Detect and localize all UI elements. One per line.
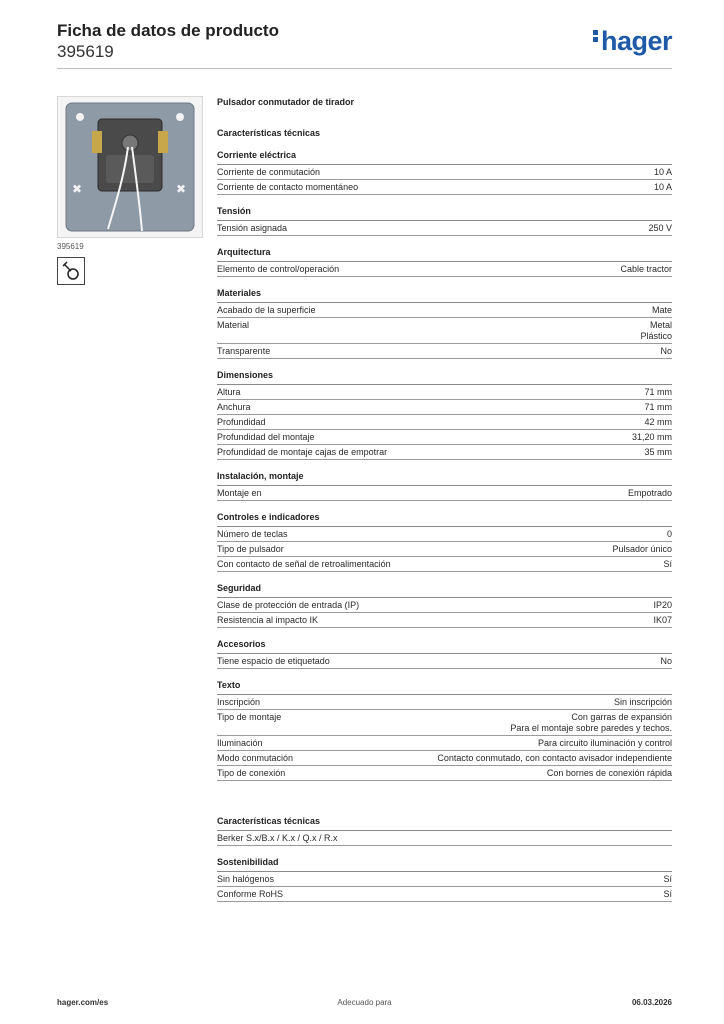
spec-group: [217, 639, 672, 669]
spec-row: [217, 344, 672, 359]
spec-label: Con contacto de señal de retroalimentación: [217, 559, 391, 569]
spec-value: [628, 488, 672, 499]
spec-value-line: Metal: [649, 320, 672, 330]
spec-row: [217, 613, 672, 628]
spec-value-line: Con garras de expansión: [571, 712, 672, 722]
footer-center: Adecuado para: [337, 998, 392, 1007]
spec-label: Inscripción: [217, 697, 261, 707]
spec-group: [217, 471, 672, 501]
spec-value: [510, 712, 672, 734]
spec-label: Montaje en: [217, 488, 262, 498]
spec-row: [217, 318, 672, 344]
spec-value: [653, 615, 672, 626]
spec-groups-secondary: [217, 816, 672, 902]
spec-value-line: 10 A: [653, 182, 672, 192]
spec-label: Iluminación: [217, 738, 263, 748]
spec-group: [217, 370, 672, 460]
spec-sheet: [217, 96, 672, 902]
spec-value: [612, 544, 672, 555]
spec-row: [217, 542, 672, 557]
spec-value-line: Cable tractor: [620, 264, 672, 274]
spec-row: [217, 654, 672, 669]
spec-row: [217, 598, 672, 613]
photo-caption: 395619: [57, 242, 84, 251]
spec-row: [217, 165, 672, 180]
spec-label: Elemento de control/operación: [217, 264, 340, 274]
spec-value: [640, 320, 672, 342]
spec-value-line: 35 mm: [644, 447, 672, 457]
spec-label: Corriente de conmutación: [217, 167, 321, 177]
spec-value: [663, 889, 672, 900]
spec-group-title: Seguridad: [217, 583, 672, 598]
spec-row: [217, 262, 672, 277]
spec-group-title: Accesorios: [217, 639, 672, 654]
spec-value-line: Sí: [663, 874, 672, 884]
spec-value: [663, 559, 672, 570]
spec-group-title: Características técnicas: [217, 816, 672, 831]
spec-value: [660, 346, 672, 357]
spec-group: [217, 512, 672, 572]
spec-value-line: Mate: [651, 305, 672, 315]
spec-row: [217, 557, 672, 572]
spec-row: [217, 180, 672, 195]
spec-value-line: 42 mm: [644, 417, 672, 427]
pull-cord-icon: [57, 257, 85, 285]
svg-text:✖: ✖: [72, 182, 83, 196]
spec-label: Tipo de montaje: [217, 712, 282, 722]
spec-value: [648, 223, 672, 234]
spec-row: [217, 887, 672, 902]
spec-value: [654, 182, 672, 193]
spec-row: [217, 751, 672, 766]
product-image-column: [57, 96, 203, 285]
spec-label: Profundidad: [217, 417, 266, 427]
spec-value: [632, 432, 672, 443]
spec-value-line: Empotrado: [627, 488, 672, 498]
spec-row: [217, 766, 672, 781]
spec-row: [217, 221, 672, 236]
spec-group-title: Materiales: [217, 288, 672, 303]
spec-value-line: Sí: [663, 889, 672, 899]
header-divider: [57, 68, 672, 69]
spec-value-line: Sí: [663, 559, 672, 569]
page-header: [57, 20, 672, 70]
spec-row: [217, 527, 672, 542]
product-code: 395619: [57, 42, 114, 61]
spec-row: [217, 430, 672, 445]
logo-text: hager: [600, 26, 672, 56]
spec-group-title: Sostenibilidad: [217, 857, 672, 872]
spec-group: [217, 583, 672, 628]
spec-group-title: Corriente eléctrica: [217, 150, 672, 165]
spec-value: [547, 768, 672, 779]
spec-row: [217, 385, 672, 400]
spec-value-line: 71 mm: [644, 387, 672, 397]
spec-group-title: Dimensiones: [217, 370, 672, 385]
spec-value-line: 10 A: [653, 167, 672, 177]
spec-label: Profundidad del montaje: [217, 432, 315, 442]
spec-group: [217, 247, 672, 277]
spec-value: [644, 447, 672, 458]
spec-value: [644, 387, 672, 398]
spec-value-line: 71 mm: [644, 402, 672, 412]
spec-label: Transparente: [217, 346, 271, 356]
spec-value-line: Contacto conmutado, con contacto avisador independiente: [437, 753, 672, 763]
spec-value-line: Para el montaje sobre paredes y techos.: [510, 723, 672, 733]
spec-value: [663, 874, 672, 885]
spec-label: Acabado de la superficie: [217, 305, 316, 315]
spec-value-line: Sin inscripción: [613, 697, 672, 707]
spec-group-title: Tensión: [217, 206, 672, 221]
spec-value-line: IK07: [653, 615, 672, 625]
spec-row: [217, 486, 672, 501]
spec-group: [217, 680, 672, 781]
spec-row: [217, 872, 672, 887]
spec-value-line: No: [660, 346, 672, 356]
product-name: Pulsador conmutador de tirador: [217, 97, 355, 107]
spec-label: Modo conmutación: [217, 753, 294, 763]
spec-group-title: Instalación, montaje: [217, 471, 672, 486]
spec-label: Berker S.x/B.x / K.x / Q.x / R.x: [217, 833, 338, 843]
spec-label: Tensión asignada: [217, 223, 288, 233]
spec-label: Tiene espacio de etiquetado: [217, 656, 330, 666]
switch-insert-icon: [58, 97, 202, 237]
spec-value: [660, 656, 672, 667]
spec-group-title: Controles e indicadores: [217, 512, 672, 527]
spec-row: [217, 415, 672, 430]
spec-label: Tipo de pulsador: [217, 544, 284, 554]
spec-value: [644, 402, 672, 413]
spec-value: [614, 697, 672, 708]
spec-label: Tipo de conexión: [217, 768, 286, 778]
spec-label: Conforme RoHS: [217, 889, 284, 899]
spec-value-line: 0: [666, 529, 672, 539]
spec-row: [217, 695, 672, 710]
spec-groups: [217, 150, 672, 781]
spec-row: [217, 831, 672, 846]
spec-group-title: Texto: [217, 680, 672, 695]
spec-group: [217, 150, 672, 195]
spec-group-title: Arquitectura: [217, 247, 672, 262]
spec-value: [667, 529, 672, 540]
page-title: Ficha de datos de producto: [57, 21, 279, 40]
product-photo: [57, 96, 203, 238]
spec-value: [652, 305, 672, 316]
spec-row: [217, 303, 672, 318]
spec-label: Profundidad de montaje cajas de empotrar: [217, 447, 388, 457]
spec-row: [217, 736, 672, 751]
svg-text:✖: ✖: [176, 182, 187, 196]
spec-value-line: No: [660, 656, 672, 666]
spec-row: [217, 710, 672, 736]
spec-value: [644, 417, 672, 428]
spec-value-line: Con bornes de conexión rápida: [546, 768, 672, 778]
hager-logo: [593, 26, 672, 57]
spec-value: [653, 600, 672, 611]
spec-value: [620, 264, 672, 275]
spec-group: [217, 206, 672, 236]
footer-website-link[interactable]: hager.com/es: [57, 998, 109, 1007]
spec-value-line: IP20: [653, 600, 672, 610]
spec-label: Clase de protección de entrada (IP): [217, 600, 360, 610]
spec-row: [217, 400, 672, 415]
spec-group: [217, 816, 672, 846]
spec-label: Material: [217, 320, 250, 330]
spec-label: Anchura: [217, 402, 251, 412]
spec-value-line: Pulsador único: [612, 544, 672, 554]
spec-label: Altura: [217, 387, 241, 397]
spec-label: Corriente de contacto momentáneo: [217, 182, 359, 192]
spec-value-line: 250 V: [648, 223, 672, 233]
spec-label: Sin halógenos: [217, 874, 275, 884]
spec-group: [217, 288, 672, 359]
spec-label: Resistencia al impacto IK: [217, 615, 319, 625]
spec-value-line: Para circuito iluminación y control: [537, 738, 672, 748]
spec-value: [538, 738, 672, 749]
spec-value: [437, 753, 672, 764]
spec-value-line: Plástico: [640, 331, 672, 341]
spec-row: [217, 445, 672, 460]
spec-value-line: 31,20 mm: [631, 432, 672, 442]
spec-group: [217, 857, 672, 902]
section-title: Características técnicas: [217, 128, 321, 138]
logo-dots-icon: [593, 28, 598, 44]
spec-label: Número de teclas: [217, 529, 288, 539]
spec-value: [654, 167, 672, 178]
footer-date: 06.03.2026: [631, 998, 672, 1007]
